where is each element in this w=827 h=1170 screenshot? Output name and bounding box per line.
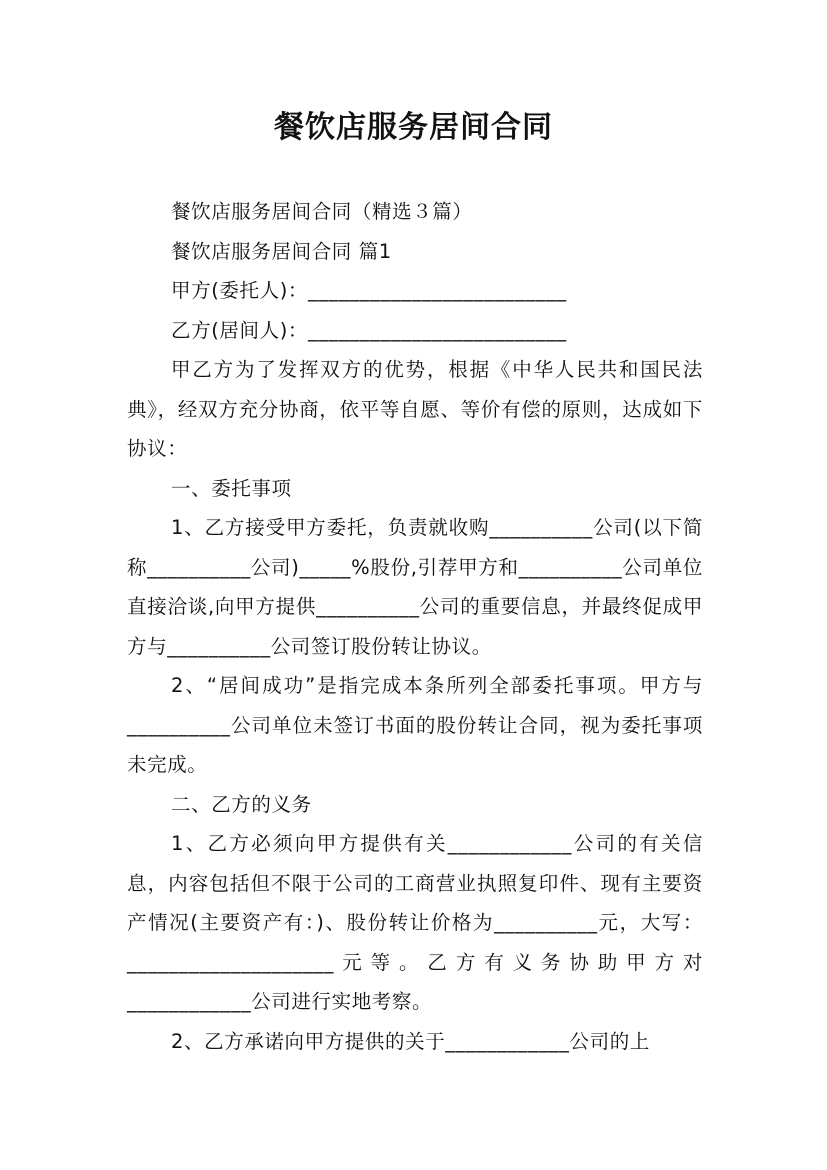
heading-party-b-obligations: 二、乙方的义务 xyxy=(171,792,312,816)
party-a-line: 甲方(委托人)：_________________________ xyxy=(171,279,567,302)
party-b-line: 乙方(居间人)：_________________________ xyxy=(171,318,567,342)
paragraph-clause-2-2: 2、乙方承诺向甲方提供的关于____________公司的上 xyxy=(171,1029,650,1053)
paragraph-subtitle: 餐饮店服务居间合同（精选３篇） xyxy=(171,200,473,223)
paragraph-preamble: 甲乙方为了发挥双方的优势，根据《中华人民共和国民法典》，经双方充分协商，依平等自愿、等价有偿的原则，达成如下协议： xyxy=(127,358,703,460)
heading-entrusted-matters: 一、委托事项 xyxy=(171,476,292,500)
paragraph-clause-1-2: 2、“居间成功”是指完成本条所列全部委托事项。甲方与__________公司单位未签订书面的股份转让合同，视为委托事项未完成。 xyxy=(127,674,703,776)
paragraph-clause-1-1: 1、乙方接受甲方委托，负责就收购__________公司(以下简称__________公司)_____%股份,引荐甲方和__________公司单位直接洽谈,向甲方提供__________公司的重要信息，并最终促成甲方与__________公司签订股份转让协议。 xyxy=(127,516,703,658)
paragraph-section-heading: 餐饮店服务居间合同 篇1 xyxy=(171,239,392,263)
document-title: 餐饮店服务居间合同 xyxy=(274,110,553,145)
document-body xyxy=(127,192,703,1061)
paragraph-clause-2-1: 1、乙方必须向甲方提供有关____________公司的有关信息，内容包括但不限于公司的工商营业执照复印件、现有主要资产情况(主要资产有：)、股份转让价格为__________元，大写：____________________元等。乙方有义务协助甲方对____________公司进行实地考察。 xyxy=(127,832,703,1013)
